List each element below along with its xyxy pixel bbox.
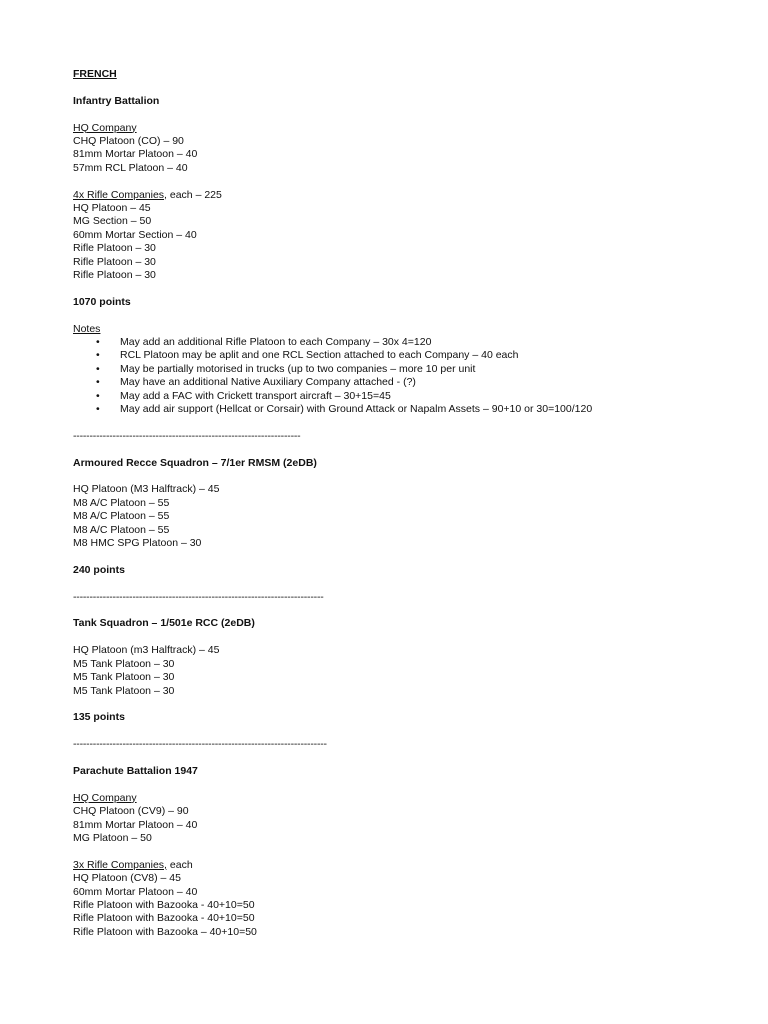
document-title: FRENCH — [73, 68, 117, 80]
tank-item: M5 Tank Platoon – 30 — [73, 684, 175, 697]
para-rifle-item: 60mm Mortar Platoon – 40 — [73, 885, 198, 898]
para-rifle-companies-suffix: each — [166, 858, 193, 871]
note-item: • May add air support (Hellcat or Corsair) with Ground Attack or Napalm Assets – 90+10 or 30=100/120 — [73, 403, 713, 416]
document-page — [73, 68, 713, 939]
spacer — [73, 309, 713, 322]
infantry-hq-item: CHQ Platoon (CO) – 90 — [73, 135, 184, 147]
spacer — [73, 698, 713, 711]
spacer — [73, 443, 713, 456]
note-item: • RCL Platoon may be aplit and one RCL Section attached to each Company – 40 each — [73, 349, 713, 362]
section-separator: ---------------------------------------------------------------------------- — [73, 590, 324, 603]
tank-heading: Tank Squadron – 1/501e RCC (2eDB) — [73, 617, 255, 630]
tank-item: M5 Tank Platoon – 30 — [73, 657, 175, 670]
spacer — [73, 604, 713, 617]
infantry-points: 1070 points — [73, 295, 131, 308]
infantry-heading: Infantry Battalion — [73, 94, 160, 107]
para-hq-item: 81mm Mortar Platoon – 40 — [73, 818, 198, 831]
note-item: • May add a FAC with Crickett transport aircraft – 30+15=45 — [73, 390, 713, 403]
infantry-rifle-item: HQ Platoon – 45 — [73, 202, 151, 215]
para-hq-company-label: HQ Company — [73, 791, 137, 804]
infantry-notes-list — [73, 336, 713, 416]
note-item: • May add an additional Rifle Platoon to each Company – 30x 4=120 — [73, 336, 713, 349]
spacer — [73, 845, 713, 858]
note-item: • May be partially motorised in trucks (up to two companies – more 10 per unit — [73, 363, 713, 376]
spacer — [73, 752, 713, 765]
infantry-rifle-item: MG Section – 50 — [73, 215, 152, 228]
tank-points: 135 points — [73, 711, 125, 724]
para-heading: Parachute Battalion 1947 — [73, 764, 198, 777]
recce-item: M8 A/C Platoon – 55 — [73, 510, 170, 523]
infantry-hq-item: 81mm Mortar Platoon – 40 — [73, 148, 198, 161]
recce-item: M8 A/C Platoon – 55 — [73, 496, 170, 509]
infantry-hq-company-label: HQ Company — [73, 121, 137, 134]
infantry-rifle-item: 60mm Mortar Section – 40 — [73, 228, 197, 241]
para-rifle-item: Rifle Platoon with Bazooka - 40+10=50 — [73, 912, 255, 925]
recce-item: M8 HMC SPG Platoon – 30 — [73, 537, 202, 550]
infantry-rifle-item: Rifle Platoon – 30 — [73, 242, 156, 255]
section-separator: ----------------------------------------------------------------------------- — [73, 738, 327, 751]
infantry-rifle-companies-line — [73, 189, 713, 202]
infantry-hq-item: 57mm RCL Platoon – 40 — [73, 161, 188, 174]
para-hq-item: MG Platoon – 50 — [73, 831, 152, 844]
spacer — [73, 577, 713, 590]
note-item: • May have an additional Native Auxiliary Company attached - (?) — [73, 376, 713, 389]
para-hq-item: CHQ Platoon (CV9) – 90 — [73, 805, 189, 818]
infantry-rifle-item: Rifle Platoon – 30 — [73, 255, 156, 268]
spacer — [73, 778, 713, 791]
infantry-notes-label: Notes — [73, 322, 101, 335]
spacer — [73, 551, 713, 564]
tank-item: M5 Tank Platoon – 30 — [73, 671, 175, 684]
para-rifle-companies-label: 3x Rifle Companies, — [73, 858, 167, 871]
spacer — [73, 175, 713, 188]
infantry-rifle-item: Rifle Platoon – 30 — [73, 269, 156, 282]
spacer — [73, 631, 713, 644]
recce-item: M8 A/C Platoon – 55 — [73, 523, 170, 536]
spacer — [73, 81, 713, 94]
spacer — [73, 108, 713, 121]
infantry-rifle-companies-label: 4x Rifle Companies — [73, 188, 165, 201]
para-rifle-item: HQ Platoon (CV8) – 45 — [73, 872, 181, 885]
recce-heading: Armoured Recce Squadron – 7/1er RMSM (2eDB) — [73, 456, 317, 469]
recce-points: 240 points — [73, 563, 125, 576]
spacer — [73, 282, 713, 295]
spacer — [73, 725, 713, 738]
section-separator: --------------------------------------------------------------------- — [73, 429, 301, 442]
spacer — [73, 416, 713, 429]
para-rifle-item: Rifle Platoon with Bazooka - 40+10=50 — [73, 898, 255, 911]
infantry-rifle-companies-suffix: , each – 225 — [164, 188, 222, 201]
tank-item: HQ Platoon (m3 Halftrack) – 45 — [73, 644, 220, 657]
spacer — [73, 470, 713, 483]
para-rifle-item: Rifle Platoon with Bazooka – 40+10=50 — [73, 925, 257, 938]
para-rifle-companies-line — [73, 859, 713, 872]
recce-item: HQ Platoon (M3 Halftrack) – 45 — [73, 483, 220, 496]
